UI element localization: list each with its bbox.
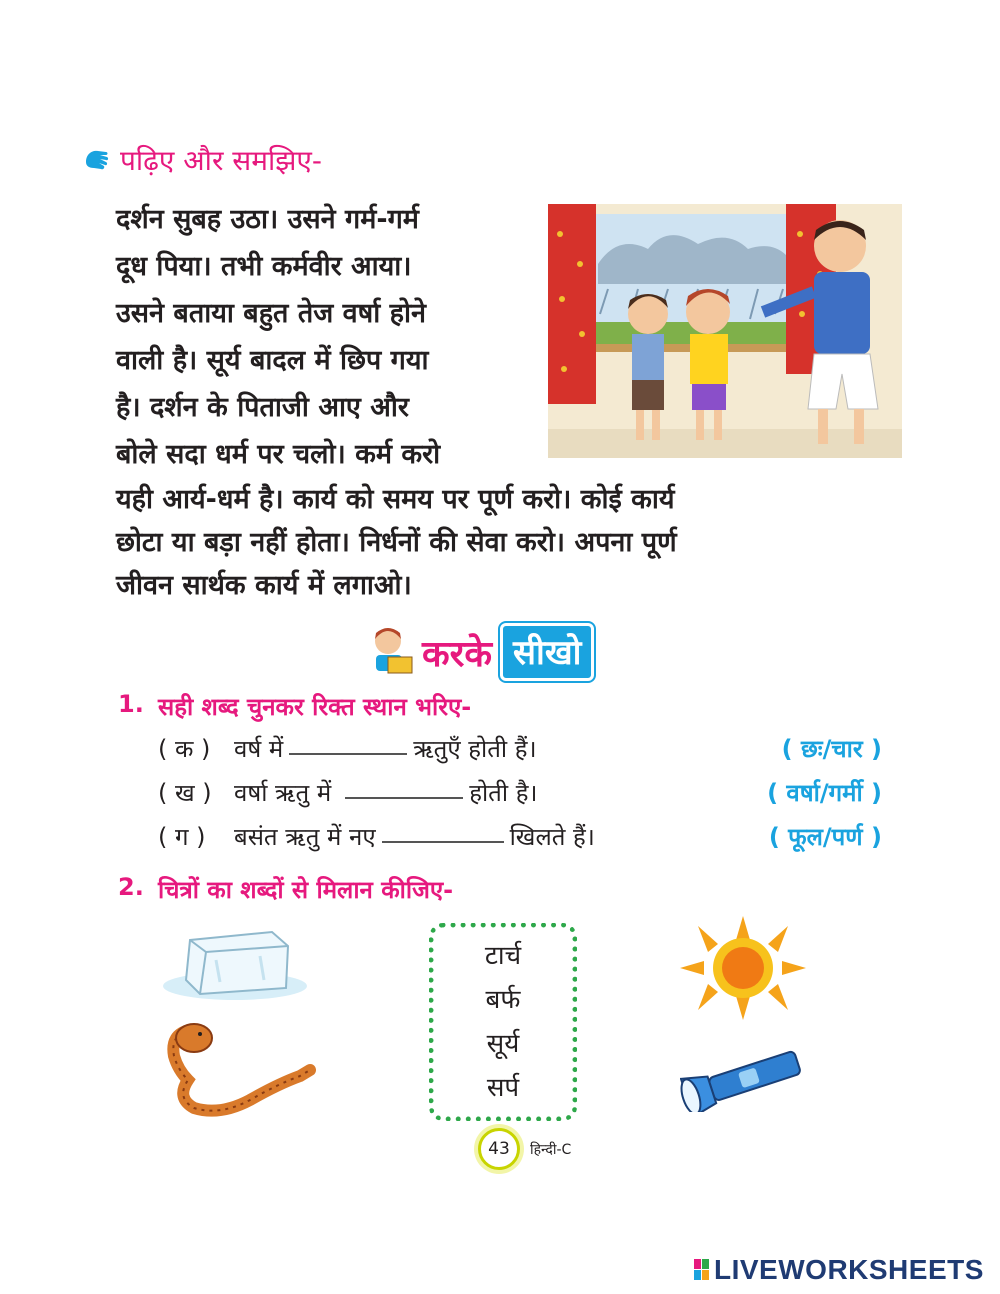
match-word[interactable]: टार्च xyxy=(484,941,522,971)
match-word[interactable]: बर्फ xyxy=(485,985,521,1015)
passage-line: उसने बताया बहुत तेज वर्षा होने xyxy=(116,298,426,329)
passage-full xyxy=(116,478,891,607)
passage-line: दूध पिया। तभी कर्मवीर आया। xyxy=(116,251,412,282)
item-label: ( ग ) xyxy=(158,823,206,851)
heading-text: पढ़िए और समझिए- xyxy=(120,144,322,177)
karke-seekho-banner xyxy=(366,622,594,682)
sun-icon[interactable] xyxy=(680,916,806,1020)
item-after: ऋतुएँ होती हैं। xyxy=(413,735,537,763)
item-before: वर्ष में xyxy=(234,735,284,763)
rain-window-illustration xyxy=(548,204,902,458)
section-heading xyxy=(82,140,322,180)
passage-line: दर्शन सुबह उठा। उसने गर्म-गर्म xyxy=(116,204,419,235)
liveworksheets-icon xyxy=(694,1259,710,1281)
passage-line: बोले सदा धर्म पर चलो। कर्म करो xyxy=(116,439,441,470)
passage-line: है। दर्शन के पिताजी आए और xyxy=(116,392,409,423)
passage-line: वाली है। सूर्य बादल में छिप गया xyxy=(116,345,429,376)
snake-icon[interactable] xyxy=(160,1020,316,1120)
answer-blank[interactable] xyxy=(289,752,407,755)
item-before: वर्षा ऋतु में xyxy=(234,779,332,807)
item-label: ( ख ) xyxy=(158,779,212,807)
passage-line: छोटा या बड़ा नहीं होता। निर्धनों की सेवा करो। अपना पूर्ण xyxy=(116,527,677,558)
word-box xyxy=(429,923,577,1121)
options: ( वर्षा/गर्मी ) xyxy=(767,779,882,807)
options: ( छः/चार ) xyxy=(781,735,882,763)
passage-line: यही आर्य-धर्म है। कार्य को समय पर पूर्ण करो। कोई कार्य xyxy=(116,484,675,515)
page-number: 43 xyxy=(478,1128,520,1170)
fill-item-ka xyxy=(158,732,537,765)
liveworksheets-logo xyxy=(694,1254,984,1286)
section-word-seekho: सीखो xyxy=(500,623,594,681)
hand-icon xyxy=(82,146,110,174)
question-number: 2. xyxy=(118,873,144,901)
torch-icon[interactable] xyxy=(680,1046,804,1112)
question-1-title xyxy=(118,690,471,723)
answer-blank[interactable] xyxy=(382,840,504,843)
match-word[interactable]: सर्प xyxy=(486,1073,520,1103)
fill-item-ga xyxy=(158,820,595,853)
match-word[interactable]: सूर्य xyxy=(486,1029,520,1059)
item-before: बसंत ऋतु में नए xyxy=(234,823,376,851)
item-label: ( क ) xyxy=(158,735,211,763)
question-number: 1. xyxy=(118,690,144,718)
book-name: हिन्दी-C xyxy=(530,1141,572,1158)
item-after: होती है। xyxy=(469,779,538,807)
question-text: चित्रों का शब्दों से मिलान कीजिए- xyxy=(158,876,454,904)
page-footer xyxy=(478,1128,571,1170)
question-2-title xyxy=(118,873,453,906)
fill-item-kha xyxy=(158,776,538,809)
answer-blank[interactable] xyxy=(345,796,463,799)
ice-cube-icon[interactable] xyxy=(160,922,310,1004)
passage-line: जीवन सार्थक कार्य में लगाओ। xyxy=(116,570,412,601)
brand-text: LIVEWORKSHEETS xyxy=(714,1254,984,1285)
question-text: सही शब्द चुनकर रिक्त स्थान भरिए- xyxy=(158,693,472,721)
reading-boy-icon xyxy=(366,625,416,679)
passage-wrapped xyxy=(116,196,536,478)
item-after: खिलते हैं। xyxy=(509,823,595,851)
options: ( फूल/पर्ण ) xyxy=(768,823,882,851)
section-word-karke: करके xyxy=(422,633,493,675)
